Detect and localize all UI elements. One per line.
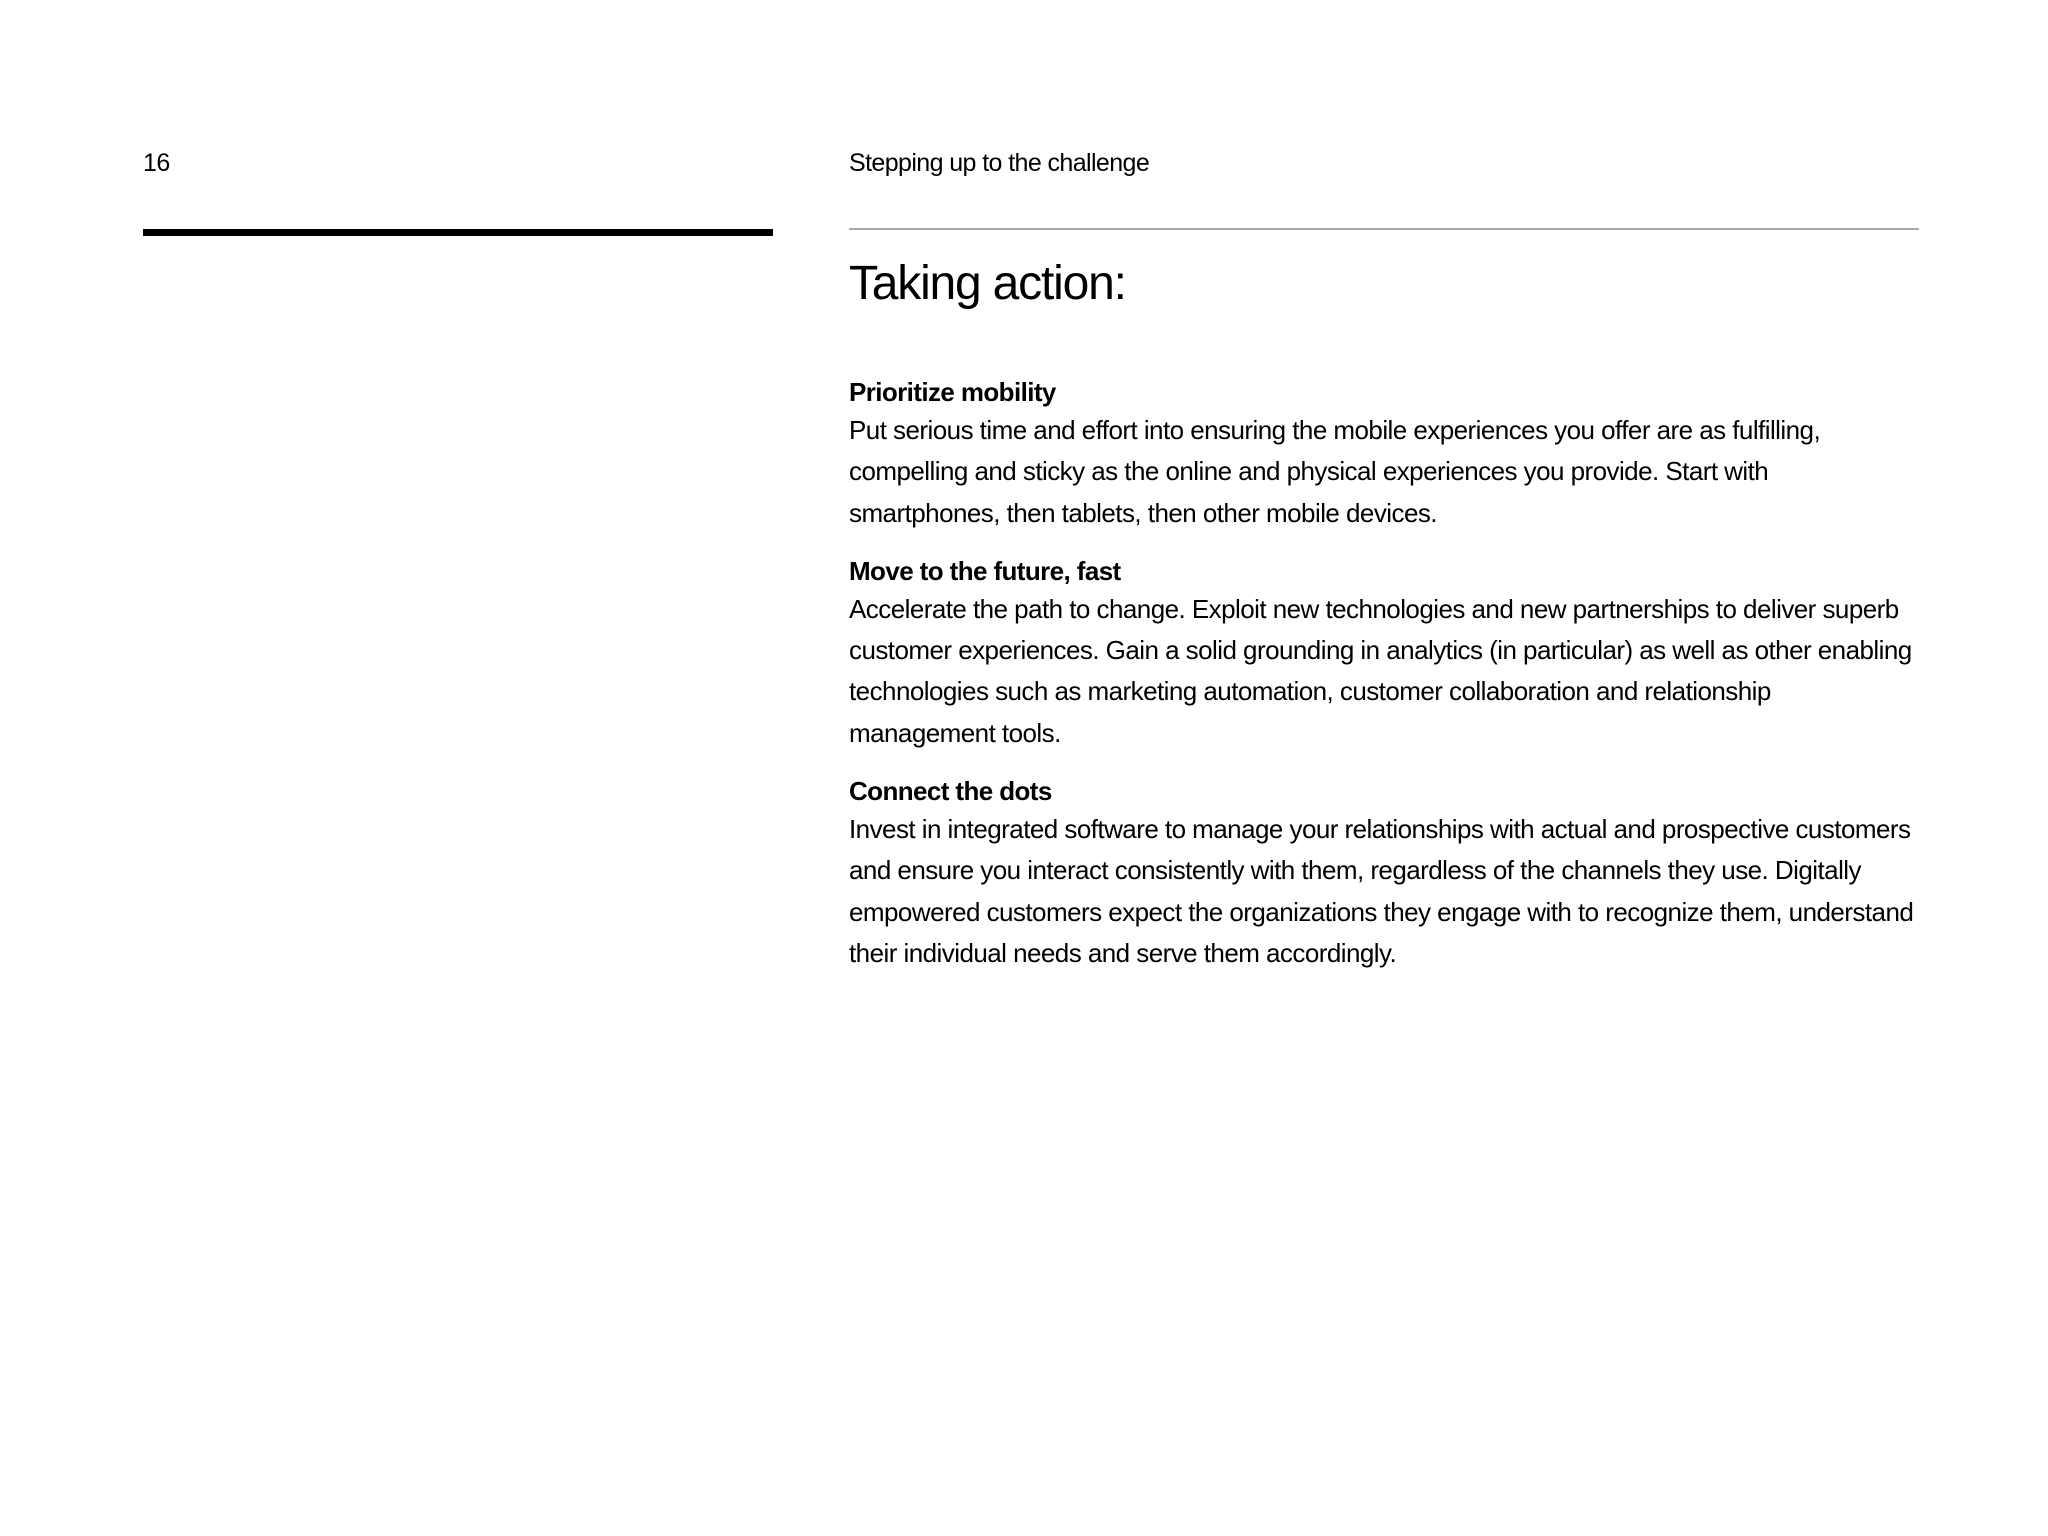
page-title: Taking action: — [849, 257, 1126, 310]
right-divider-rule — [849, 228, 1919, 230]
content-block-prioritize-mobility — [849, 374, 1919, 534]
block-heading: Connect the dots — [849, 776, 1052, 807]
block-body: Accelerate the path to change. Exploit new technologies and new partnerships to deliver superb customer experiences. Gain a solid grounding in analytics (in particular) as well as other enabling technologies such as marketing automation, customer collaboration and relationship management tools. — [849, 593, 1912, 748]
section-label: Stepping up to the challenge — [849, 149, 1150, 177]
content-block-move-to-future — [849, 553, 1919, 754]
page-number: 16 — [143, 149, 170, 177]
left-divider-rule — [143, 229, 773, 236]
content-section — [849, 374, 1919, 993]
block-heading: Prioritize mobility — [849, 377, 1056, 407]
block-body: Put serious time and effort into ensuring the mobile experiences you offer are as fulfilling, compelling and sticky as the online and physical experiences you provide. Start with smartphones, then tablets, then other mobile devices. — [849, 415, 1821, 528]
content-block-connect-dots — [849, 773, 1919, 974]
block-heading: Move to the future, fast — [849, 555, 1121, 586]
block-body: Invest in integrated software to manage your relationships with actual and prospective customers and ensure you interact consistently with them, regardless of the channels they use. Digitally empowered customers expect the organizations they engage with to recognize them, understand their individual needs and serve them accordingly. — [849, 814, 1914, 968]
